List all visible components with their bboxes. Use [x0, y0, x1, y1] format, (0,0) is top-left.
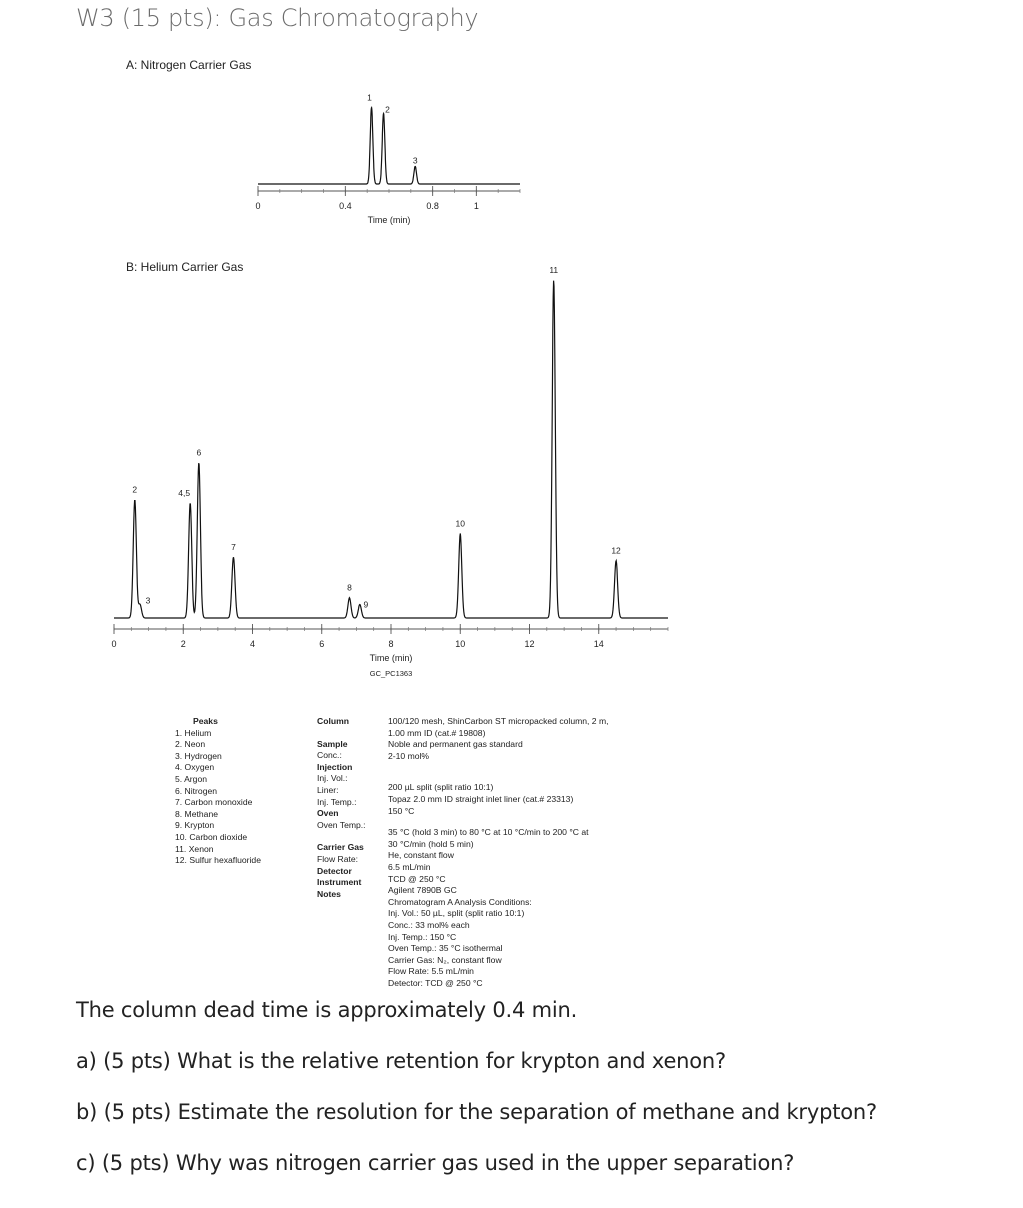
condition-label: Sample [317, 738, 348, 749]
peak-label: 9 [363, 599, 369, 610]
condition-label: Detector [317, 865, 352, 876]
peak-label: 11 [549, 265, 559, 275]
peak-label: 12 [611, 545, 621, 556]
tick-label: 2 [180, 639, 186, 649]
question-a: a) (5 pts) What is the relative retention for krypton and xenon? [76, 1049, 726, 1073]
question-c: c) (5 pts) Why was nitrogen carrier gas used in the upper separation? [76, 1151, 795, 1175]
peak-label: 8 [347, 582, 352, 593]
condition-label: Conc.: [317, 750, 342, 761]
condition-label: Flow Rate: [317, 853, 359, 864]
tick-label: 0.8 [426, 201, 439, 211]
peak-item: 4. Oxygen [175, 762, 215, 773]
tick-label: 10 [455, 639, 466, 649]
axis-title: Time (min) [369, 653, 413, 663]
condition-value: 150 °C [388, 805, 415, 816]
conditions-labels [317, 716, 366, 900]
condition-value: 1.00 mm ID (cat.# 19808) [388, 727, 486, 738]
peak-item: 12. Sulfur hexafluoride [175, 855, 261, 866]
condition-label: Notes [317, 888, 341, 899]
condition-label: Column [317, 716, 349, 726]
condition-value: Chromatogram A Analysis Conditions: [388, 896, 532, 907]
peaks-header: Peaks [193, 716, 218, 726]
condition-label: Liner: [317, 784, 339, 795]
tick-label: 12 [524, 639, 535, 649]
question-intro: The column dead time is approximately 0.4 min. [76, 998, 578, 1022]
condition-label: Instrument [317, 877, 362, 888]
peak-item: 1. Helium [175, 727, 212, 738]
condition-label: Injection [317, 761, 353, 772]
tick-label: 0 [111, 639, 117, 649]
condition-value: Noble and permanent gas standard [388, 739, 523, 750]
peak-item: 8. Methane [175, 808, 218, 819]
panel-b-label: B: Helium Carrier Gas [126, 260, 244, 274]
axis-title: Time (min) [367, 215, 411, 225]
condition-label: Carrier Gas [317, 842, 364, 853]
condition-value [388, 772, 609, 782]
question-b: b) (5 pts) Estimate the resolution for the separation of methane and krypton? [76, 1100, 877, 1124]
peak-item: 7. Carbon monoxide [175, 797, 253, 808]
tick-label: 14 [593, 639, 604, 649]
peak-label: 10 [455, 518, 465, 529]
peak-item: 11. Xenon [175, 843, 214, 854]
peak-label: 1 [367, 92, 372, 103]
condition-value: Inj. Temp.: 150 °C [388, 931, 457, 942]
condition-value: TCD @ 250 °C [388, 873, 446, 884]
peak-label: 3 [145, 595, 151, 606]
peak-item: 9. Krypton [175, 820, 215, 831]
condition-value: Detector: TCD @ 250 °C [388, 977, 483, 988]
peak-label: 2 [385, 104, 390, 115]
tick-label: 6 [319, 639, 325, 649]
condition-value: 35 °C (hold 3 min) to 80 °C at 10 °C/min to 200 °C at [388, 827, 589, 838]
peak-label: 7 [231, 542, 236, 553]
condition-value: 30 °C/min (hold 5 min) [388, 838, 474, 849]
panel-a-label: A: Nitrogen Carrier Gas [126, 58, 252, 72]
condition-value: He, constant flow [388, 850, 454, 861]
condition-value: Inj. Vol.: 50 µL, split (split ratio 10:1) [388, 908, 525, 919]
condition-value: Agilent 7890B GC [388, 885, 457, 896]
condition-value: 200 µL split (split ratio 10:1) [388, 782, 494, 793]
condition-value [388, 762, 609, 772]
condition-value: 6.5 mL/min [388, 861, 431, 872]
chart-footnote: GC_PC1363 [369, 669, 413, 678]
condition-value: Flow Rate: 5.5 mL/min [388, 966, 474, 977]
condition-label: Oven [317, 808, 339, 819]
peaks-table [175, 716, 261, 867]
condition-value: Topaz 2.0 mm ID straight inlet liner (cat.# 23313) [388, 793, 574, 804]
condition-value: 2-10 mol% [388, 750, 430, 761]
condition-value: Carrier Gas: N₂, constant flow [388, 954, 502, 965]
peak-label: 4,5 [178, 488, 191, 499]
tick-label: 1 [473, 201, 479, 211]
tick-label: 8 [388, 639, 394, 649]
tick-label: 4 [249, 639, 256, 649]
peak-label: 6 [196, 447, 202, 458]
condition-value: Oven Temp.: 35 °C isothermal [388, 943, 503, 954]
condition-label: Inj. Vol.: [317, 773, 348, 784]
peak-item: 6. Nitrogen [175, 785, 218, 796]
conditions-values [388, 716, 609, 989]
peak-item: 3. Hydrogen [175, 750, 222, 761]
tick-label: 0.4 [339, 201, 352, 211]
condition-value: 100/120 mesh, ShinCarbon ST micropacked column, 2 m, [388, 716, 609, 726]
condition-label: Inj. Temp.: [317, 796, 357, 807]
condition-value [388, 817, 609, 827]
peak-label: 3 [412, 155, 418, 166]
peak-item: 2. Neon [175, 739, 206, 750]
page-title: W3 (15 pts): Gas Chromatography [76, 4, 479, 32]
peak-label: 2 [132, 484, 138, 495]
tick-label: 0 [255, 201, 261, 211]
peak-item: 5. Argon [175, 773, 208, 784]
condition-label: Oven Temp.: [317, 819, 366, 830]
condition-value: Conc.: 33 mol% each [388, 919, 470, 930]
peak-item: 10. Carbon dioxide [175, 831, 248, 842]
